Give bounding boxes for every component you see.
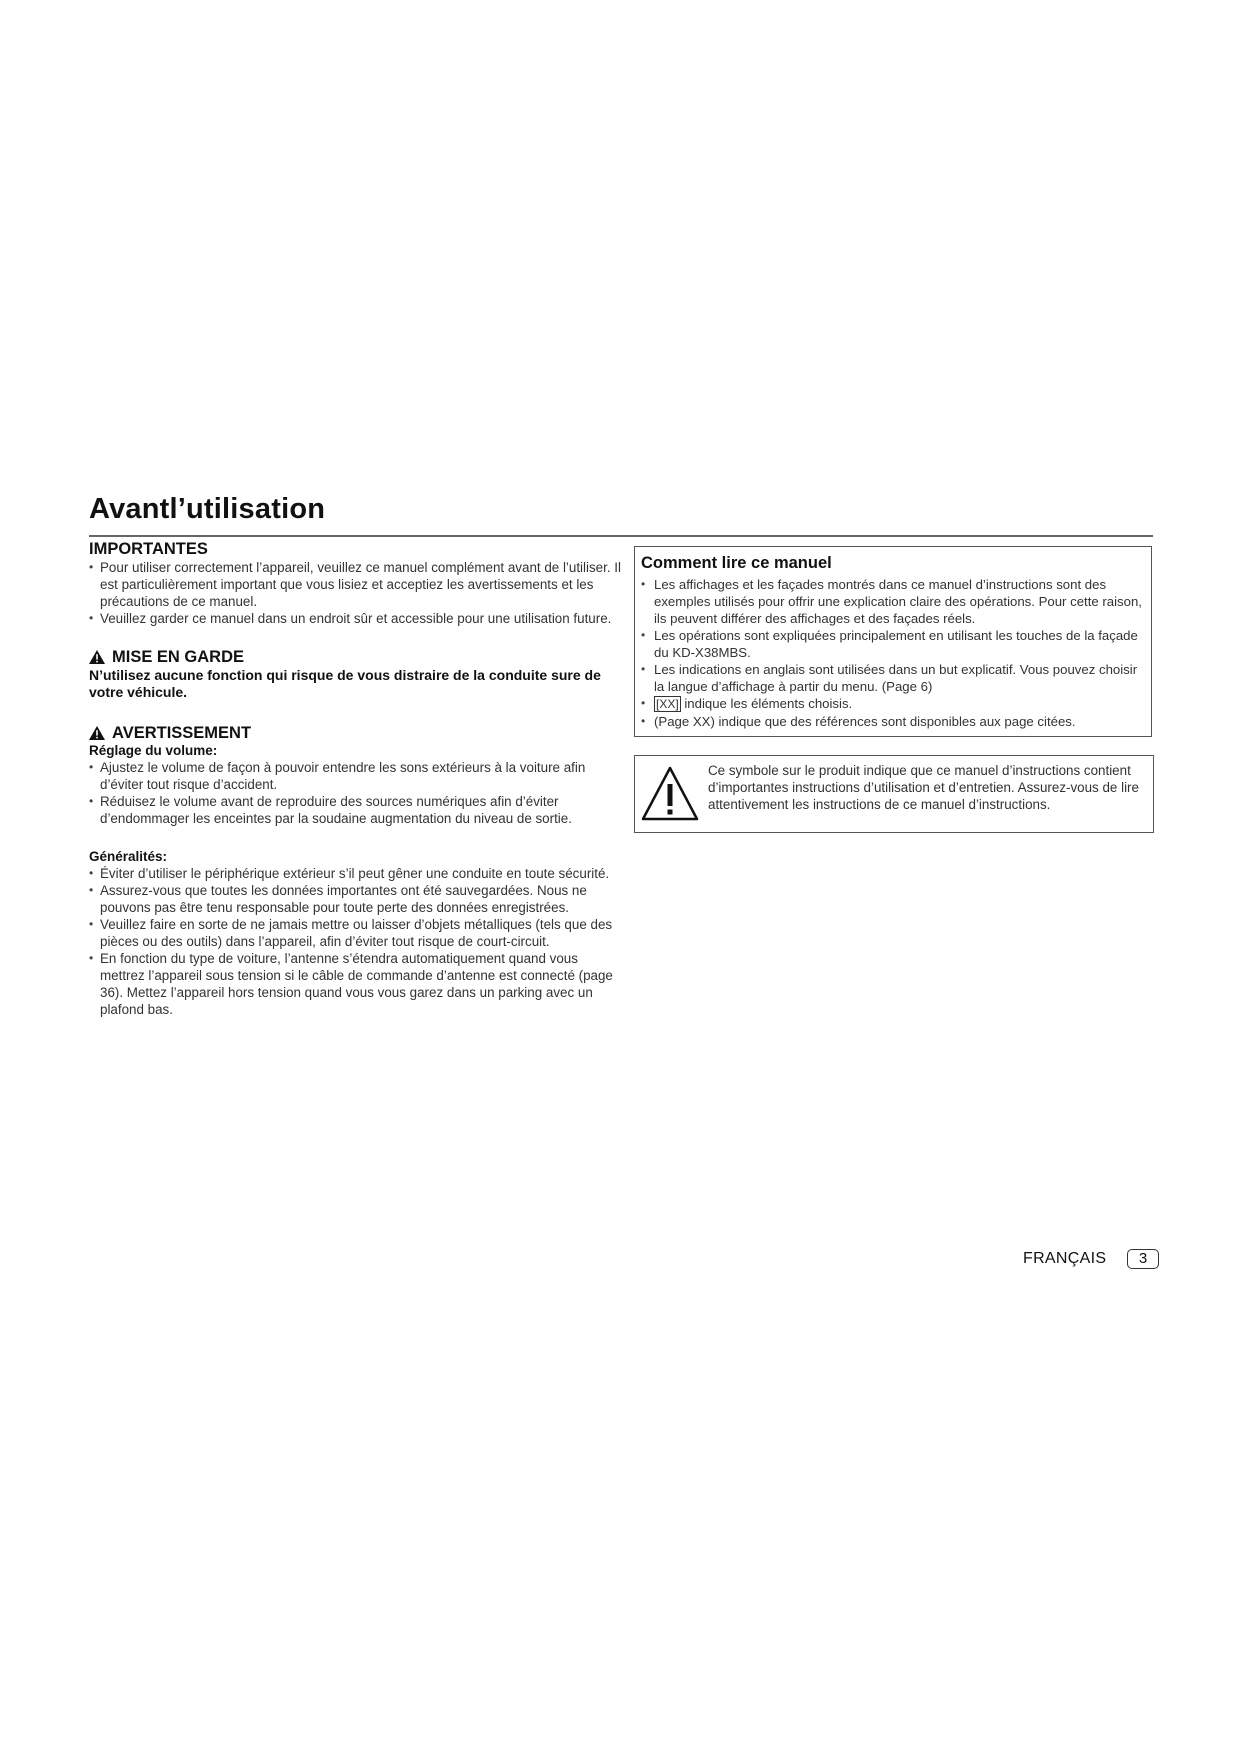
mise-en-garde-heading	[89, 647, 621, 667]
list-item: • Les indications en anglais sont utilisées dans un but explicatif. Vous pouvez choisir la langue d’affichage à partir du menu. (Page 6)	[641, 661, 1145, 695]
list-item	[641, 695, 1145, 713]
list-item: • Veuillez faire en sorte de ne jamais mettre ou laisser d’objets métalliques (tels que des pièces ou des outils) dans l’appareil, afin d’éviter tout risque de court-circuit.	[89, 916, 621, 950]
right-column	[634, 546, 1152, 833]
avertissement-label: AVERTISSEMENT	[112, 724, 252, 742]
list-item: • Les affichages et les façades montrés dans ce manuel d’instructions sont des exemples utilisés pour offrir une explication claire des opérations. Pour cette raison, ils peuvent différer des affichages et des façades réels.	[641, 576, 1145, 627]
selected-item-marker: [XX]	[656, 697, 679, 711]
mise-en-garde-label: MISE EN GARDE	[112, 648, 245, 666]
warning-triangle-icon	[89, 650, 105, 664]
warning-triangle-icon	[89, 726, 105, 740]
mise-en-garde-text: N’utilisez aucune fonction qui risque de vous distraire de la conduite sure de votre véhicule.	[89, 667, 601, 700]
list-item: • En fonction du type de voiture, l’antenne s’étendra automatiquement quand vous mettrez l’appareil sous tension si le câble de commande d’antenne est connecté (page 36). Mettez l’appareil hors tension quand vous vous garez dans un parking avec un plafond bas.	[89, 950, 621, 1018]
footer-language: FRANÇAIS	[1023, 1250, 1107, 1267]
comment-lire-box	[634, 546, 1152, 737]
volume-list	[89, 759, 621, 827]
left-column	[89, 539, 621, 1018]
list-item: • (Page XX) indique que des références sont disponibles aux page citées.	[641, 713, 1145, 730]
title-divider	[89, 535, 1153, 537]
list-item: • Les opérations sont expliquées principalement en utilisant les touches de la façade du KD-X38MBS.	[641, 627, 1145, 661]
importantes-list	[89, 559, 621, 627]
list-item: • Réduisez le volume avant de reproduire des sources numériques afin d’éviter d’endommager les enceintes par la soudaine augmentation du niveau de sortie.	[89, 793, 621, 827]
list-item: • Ajustez le volume de façon à pouvoir entendre les sons extérieurs à la voiture afin d’éviter tout risque d’accident.	[89, 759, 621, 793]
xx-explanation: indique les éléments choisis.	[680, 696, 853, 711]
page-title: Avantl’utilisation	[89, 493, 326, 525]
list-item: • Assurez-vous que toutes les données importantes ont été sauvegardées. Nous ne pouvons pas être tenu responsable pour toute perte des données enregistrées.	[89, 882, 621, 916]
symbol-notice-text: Ce symbole sur le produit indique que ce manuel d’instructions contient d’importantes instructions d’utilisation et d’entretien. Assurez-vous de lire attentivement les instructions de ce manuel d’instructions.	[708, 763, 1139, 812]
comment-lire-heading: Comment lire ce manuel	[641, 554, 832, 572]
list-item: • Pour utiliser correctement l’appareil, veuillez ce manuel complément avant de l’utiliser. Il est particulièrement important que vous lisiez et acceptiez les avertissements et les précautions de ce manuel.	[89, 559, 621, 610]
symbol-notice-box	[634, 755, 1154, 833]
volume-heading: Réglage du volume:	[89, 743, 218, 758]
list-item: • Veuillez garder ce manuel dans un endroit sûr et accessible pour une utilisation future.	[89, 610, 621, 627]
generalites-list	[89, 865, 621, 1018]
comment-lire-list	[641, 576, 1145, 730]
caution-triangle-icon	[641, 765, 699, 823]
importantes-heading: IMPORTANTES	[89, 540, 208, 558]
list-item: • Éviter d’utiliser le périphérique extérieur s’il peut gêner une conduite en toute sécurité.	[89, 865, 621, 882]
page-number: 3	[1127, 1249, 1159, 1269]
avertissement-heading	[89, 723, 621, 743]
generalites-heading: Généralités:	[89, 849, 168, 864]
